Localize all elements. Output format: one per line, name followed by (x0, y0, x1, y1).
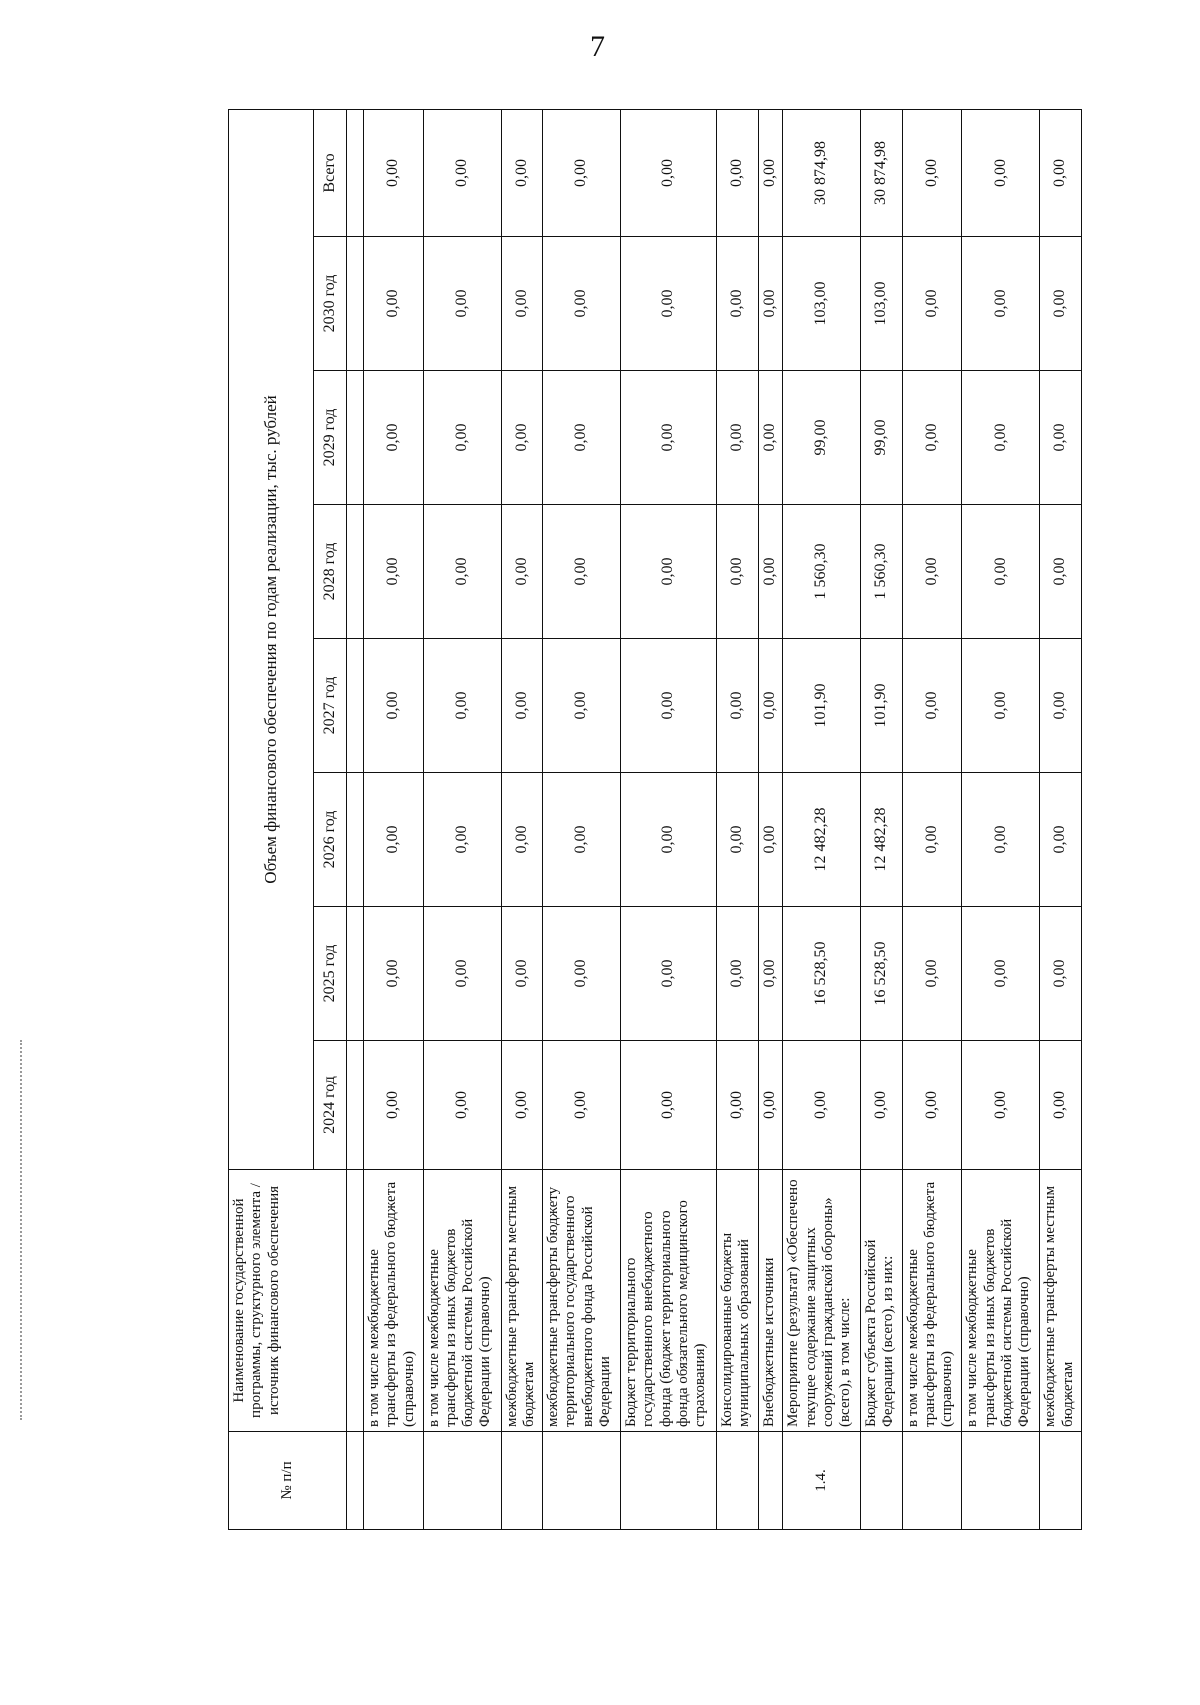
row-year-value: 0,00 (758, 237, 783, 371)
row-year-value: 0,00 (423, 371, 501, 505)
row-year-value: 0,00 (364, 371, 424, 505)
header-total: Всего (314, 109, 347, 236)
row-total-value: 0,00 (364, 109, 424, 236)
header-year: 2024 год (314, 1041, 347, 1170)
row-year-value: 1 560,30 (861, 505, 903, 639)
row-number (543, 1432, 621, 1530)
row-year-value: 0,00 (758, 371, 783, 505)
row-year-value: 0,00 (543, 639, 621, 773)
row-year-value: 0,00 (364, 907, 424, 1041)
row-name: Мероприятие (результат) «Обеспечено текущее содержание защитных сооружений гражданской обороны» (всего), в том числе: (783, 1170, 861, 1432)
row-name: в том числе межбюджетные трансферты из федерального бюджета (справочно) (902, 1170, 962, 1432)
row-total-value: 0,00 (717, 109, 759, 236)
row-year-value: 0,00 (501, 505, 543, 639)
row-year-value: 0,00 (902, 1041, 962, 1170)
row-name: межбюджетные трансферты бюджету территориального государственного внебюджетного фонда Российской Федерации (543, 1170, 621, 1432)
row-year-value: 0,00 (543, 505, 621, 639)
row-number (902, 1432, 962, 1530)
row-year-value: 0,00 (962, 1041, 1040, 1170)
row-year-value: 0,00 (543, 1041, 621, 1170)
page-number: 7 (590, 30, 605, 63)
row-year-value: 0,00 (717, 237, 759, 371)
row-year-value: 12 482,28 (783, 773, 861, 907)
row-year-value: 103,00 (783, 237, 861, 371)
row-name: в том числе межбюджетные трансферты из федерального бюджета (справочно) (364, 1170, 424, 1432)
row-number (423, 1432, 501, 1530)
header-year: 2028 год (314, 505, 347, 639)
table-row (758, 109, 783, 1529)
row-year-value: 0,00 (621, 1041, 717, 1170)
row-name: Бюджет территориального государственного внебюджетного фонда (бюджет территориального фонда обязательного медицинского страхования) (621, 1170, 717, 1432)
row-year-value: 0,00 (758, 773, 783, 907)
row-year-value: 0,00 (364, 773, 424, 907)
row-number (861, 1432, 903, 1530)
header-financing-volume: Объем финансового обеспечения по годам реализации, тыс. рублей (229, 109, 314, 1169)
row-year-value: 0,00 (423, 505, 501, 639)
table-row (1040, 109, 1082, 1529)
row-year-value: 0,00 (364, 505, 424, 639)
row-year-value: 0,00 (902, 237, 962, 371)
header-year: 2030 год (314, 237, 347, 371)
row-year-value: 0,00 (423, 639, 501, 773)
row-year-value: 0,00 (902, 505, 962, 639)
row-year-value: 0,00 (501, 237, 543, 371)
financing-table (228, 109, 1082, 1530)
row-total-value: 0,00 (543, 109, 621, 236)
row-year-value: 0,00 (543, 907, 621, 1041)
row-year-value: 0,00 (758, 1041, 783, 1170)
row-year-value: 0,00 (1040, 1041, 1082, 1170)
row-number (621, 1432, 717, 1530)
row-year-value: 0,00 (543, 773, 621, 907)
table-row (717, 109, 759, 1529)
row-number (501, 1432, 543, 1530)
row-year-value: 99,00 (861, 371, 903, 505)
row-year-value: 0,00 (758, 639, 783, 773)
row-year-value: 0,00 (543, 237, 621, 371)
row-year-value: 0,00 (902, 639, 962, 773)
row-year-value: 0,00 (783, 1041, 861, 1170)
header-year: 2029 год (314, 371, 347, 505)
row-year-value: 0,00 (621, 639, 717, 773)
row-year-value: 0,00 (902, 371, 962, 505)
header-name: Наименование государственной программы, структурного элемента / источник финансового обеспечения (229, 1170, 347, 1432)
table-row (543, 109, 621, 1529)
row-year-value: 16 528,50 (783, 907, 861, 1041)
table-header (229, 109, 364, 1529)
row-total-value: 0,00 (501, 109, 543, 236)
row-year-value: 0,00 (621, 371, 717, 505)
table-body (364, 109, 1082, 1529)
row-year-value: 0,00 (717, 371, 759, 505)
row-total-value: 30 874,98 (861, 109, 903, 236)
header-year: 2025 год (314, 907, 347, 1041)
row-year-value: 0,00 (717, 907, 759, 1041)
row-year-value: 0,00 (501, 773, 543, 907)
row-number: 1.4. (783, 1432, 861, 1530)
table-row (621, 109, 717, 1529)
row-total-value: 0,00 (621, 109, 717, 236)
row-number (364, 1432, 424, 1530)
header-num: № п/п (229, 1432, 347, 1530)
row-year-value: 0,00 (902, 907, 962, 1041)
table-row (783, 109, 861, 1529)
row-year-value: 0,00 (758, 505, 783, 639)
row-year-value: 0,00 (364, 1041, 424, 1170)
row-year-value: 0,00 (1040, 639, 1082, 773)
row-name: межбюджетные трансферты местным бюджетам (1040, 1170, 1082, 1432)
row-name: Консолидированные бюджеты муниципальных образований (717, 1170, 759, 1432)
row-year-value: 0,00 (621, 505, 717, 639)
row-year-value: 12 482,28 (861, 773, 903, 907)
row-year-value: 0,00 (621, 237, 717, 371)
row-year-value: 0,00 (962, 505, 1040, 639)
row-year-value: 0,00 (364, 237, 424, 371)
row-year-value: 0,00 (962, 907, 1040, 1041)
row-year-value: 0,00 (423, 237, 501, 371)
row-year-value: 0,00 (1040, 237, 1082, 371)
row-year-value: 0,00 (501, 639, 543, 773)
row-year-value: 99,00 (783, 371, 861, 505)
row-year-value: 0,00 (717, 773, 759, 907)
scan-edge-mark (20, 1040, 24, 1420)
row-year-value: 101,90 (861, 639, 903, 773)
row-year-value: 0,00 (621, 907, 717, 1041)
row-name: Бюджет субъекта Российской Федерации (всего), из них: (861, 1170, 903, 1432)
row-year-value: 0,00 (1040, 505, 1082, 639)
row-total-value: 0,00 (1040, 109, 1082, 236)
row-total-value: 0,00 (962, 109, 1040, 236)
table-row (364, 109, 424, 1529)
table-row (423, 109, 501, 1529)
row-year-value: 0,00 (423, 907, 501, 1041)
row-year-value: 0,00 (962, 237, 1040, 371)
row-name: межбюджетные трансферты местным бюджетам (501, 1170, 543, 1432)
row-number (962, 1432, 1040, 1530)
row-year-value: 0,00 (962, 639, 1040, 773)
table-row (902, 109, 962, 1529)
row-year-value: 0,00 (364, 639, 424, 773)
row-total-value: 0,00 (902, 109, 962, 236)
row-year-value: 0,00 (501, 1041, 543, 1170)
row-year-value: 0,00 (962, 371, 1040, 505)
row-year-value: 0,00 (962, 773, 1040, 907)
row-year-value: 0,00 (1040, 907, 1082, 1041)
header-year: 2026 год (314, 773, 347, 907)
row-year-value: 0,00 (902, 773, 962, 907)
row-total-value: 0,00 (758, 109, 783, 236)
row-year-value: 0,00 (717, 639, 759, 773)
row-name: в том числе межбюджетные трансферты из иных бюджетов бюджетной системы Российской Федерации (справочно) (962, 1170, 1040, 1432)
row-total-value: 30 874,98 (783, 109, 861, 236)
row-number (717, 1432, 759, 1530)
header-spacer-row (347, 109, 364, 1529)
header-year: 2027 год (314, 639, 347, 773)
row-name: в том числе межбюджетные трансферты из иных бюджетов бюджетной системы Российской Федерации (справочно) (423, 1170, 501, 1432)
row-year-value: 0,00 (861, 1041, 903, 1170)
table-row (861, 109, 903, 1529)
row-number (758, 1432, 783, 1530)
row-year-value: 0,00 (1040, 371, 1082, 505)
row-year-value: 0,00 (423, 773, 501, 907)
row-total-value: 0,00 (423, 109, 501, 236)
row-year-value: 0,00 (501, 371, 543, 505)
row-year-value: 103,00 (861, 237, 903, 371)
row-year-value: 0,00 (543, 371, 621, 505)
row-year-value: 16 528,50 (861, 907, 903, 1041)
row-year-value: 0,00 (758, 907, 783, 1041)
row-year-value: 0,00 (501, 907, 543, 1041)
row-year-value: 0,00 (1040, 773, 1082, 907)
row-year-value: 0,00 (423, 1041, 501, 1170)
table-row (962, 109, 1040, 1529)
row-name: Внебюджетные источники (758, 1170, 783, 1432)
row-year-value: 0,00 (717, 505, 759, 639)
row-year-value: 101,90 (783, 639, 861, 773)
row-year-value: 1 560,30 (783, 505, 861, 639)
row-year-value: 0,00 (621, 773, 717, 907)
table-row (501, 109, 543, 1529)
row-number (1040, 1432, 1082, 1530)
rotated-table-wrapper (228, 110, 1082, 1530)
row-year-value: 0,00 (717, 1041, 759, 1170)
